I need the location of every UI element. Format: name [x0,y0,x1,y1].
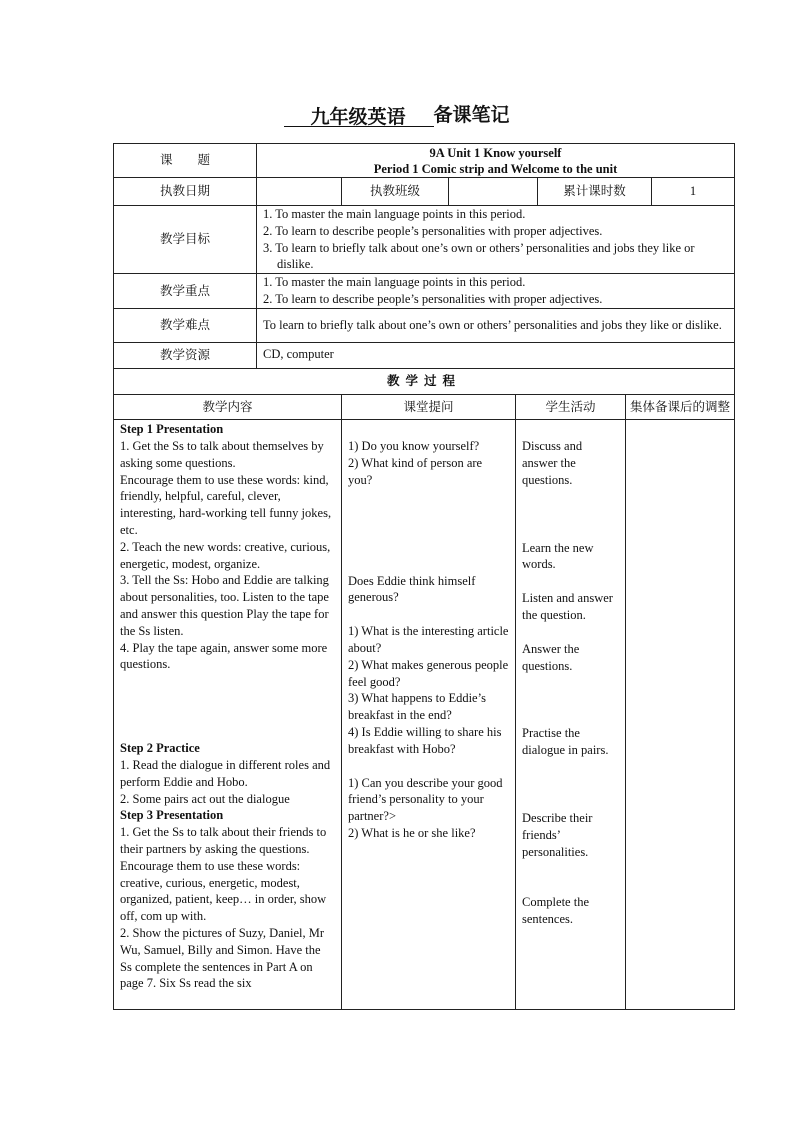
activity-item: Describe their friends’ personalities. [522,810,593,859]
class-value[interactable] [449,178,538,206]
title-blank-2 [406,102,434,127]
question-item: Does Eddie think himself generous? [348,573,476,605]
resources-label: 教学资源 [114,343,257,369]
content-paragraph: 4. Play the tape again, answer some more questions. [120,640,328,672]
content-paragraph: Encourage them to use these words: kind, friendly, helpful, careful, clever, interesting, hard-working tell funny jokes, etc. [120,472,332,537]
step1-title: Step 1 Presentation [120,422,224,437]
title-grade-subject: 九年级英语 [310,102,405,127]
content-paragraph: 2. Show the pictures of Suzy, Daniel, Mr Wu, Samuel, Billy and Simon. Have the Ss complete the sentences in Part A on page 7. Six Ss read the six [120,925,325,991]
date-label: 执教日期 [114,178,257,206]
goals-row [114,206,735,274]
content-paragraph: 1. Get the Ss to talk about their friends to their partners by asking the questions. [120,825,327,856]
content-paragraph: 2. Some pairs act out the dialogue [120,791,290,806]
goals-value [257,206,735,274]
goals-label: 教学目标 [114,206,257,274]
process-body-row [114,420,735,1010]
focus-value [257,274,735,309]
activity-item: Learn the new words. [522,540,594,572]
difficulty-label: 教学难点 [114,309,257,343]
content-paragraph: Encourage them to use these words: creative, curious, energetic, modest, organized, patient, keep… in order, show off, com up with. [120,858,327,924]
goal-item: 2. To learn to describe people’s personalities with proper adjectives. [263,223,603,238]
focus-row [114,274,735,309]
topic-line-2: Period 1 Comic strip and Welcome to the unit [373,161,618,176]
col-activity-header: 学生活动 [516,395,626,420]
content-paragraph: 3. Tell the Ss: Hobo and Eddie are talking about personalities, too. Listen to the tape and answer this question Play the tape for the Ss listen. [120,573,329,638]
focus-item: 1. To master the main language points in this period. [263,275,526,290]
questions-cell [342,420,516,1010]
title-blank-1 [284,102,310,127]
resources-row [114,343,735,369]
activity-item: Answer the questions. [522,641,580,673]
content-paragraph: 1. Get the Ss to talk about themselves by asking some questions. [120,438,324,470]
step2-title: Step 2 Practice [120,741,200,756]
question-item: 1) Can you describe your good friend’s personality to your partner?> [348,775,503,824]
focus-item: 2. To learn to describe people’s personalities with proper adjectives. [263,292,603,307]
content-paragraph: 1. Read the dialogue in different roles and perform Eddie and Hobo. [120,757,331,789]
activity-item: Discuss and answer the questions. [522,439,583,487]
date-value[interactable] [257,178,342,206]
activity-item: Listen and answer the question. [522,591,613,622]
question-item: 4) Is Eddie willing to share his breakfast with Hobo? [348,724,502,756]
page-title [0,100,794,127]
topic-row [114,144,735,178]
lesson-plan-table [113,143,735,1010]
col-content-header: 教学内容 [114,395,342,420]
resources-value: CD, computer [257,343,735,369]
question-item: 2) What makes generous people feel good? [348,657,509,689]
difficulty-value: To learn to briefly talk about one’s own or others’ personalities and jobs they like or dislike. [257,309,735,343]
count-value[interactable]: 1 [652,178,735,206]
count-label: 累计课时数 [538,178,652,206]
activities-cell [516,420,626,1010]
process-heading: 教学过程 [114,369,735,395]
col-adjust-header: 集体备课后的调整 [626,395,735,420]
question-item: 2) What is he or she like? [348,825,476,840]
activity-item: Practise the dialogue in pairs. [522,726,609,758]
title-notes: 备课笔记 [433,104,510,126]
content-paragraph: 2. Teach the new words: creative, curious, energetic, modest, organize. [120,539,331,571]
question-item: 1) What is the interesting article about? [348,624,509,655]
question-item: 3) What happens to Eddie’s breakfast in the end? [348,691,486,723]
activity-item: Complete the sentences. [522,895,589,927]
topic-value [257,144,735,178]
content-cell [114,420,342,1010]
process-columns-row [114,395,735,420]
goal-item: 1. To master the main language points in this period. [263,207,526,221]
process-heading-row [114,369,735,395]
question-item: 1) Do you know yourself? [348,439,480,454]
topic-label: 课 题 [114,144,257,178]
class-label: 执教班级 [342,178,449,206]
goal-item: 3. To learn to briefly talk about one’s own or others’ personalities and jobs they like or dislike. [263,240,695,272]
topic-line-1: 9A Unit 1 Know yourself [429,145,562,160]
step3-title: Step 3 Presentation [120,808,224,823]
difficulty-row [114,309,735,343]
adjustment-cell[interactable] [626,420,735,1010]
question-item: 2) What kind of person are you? [348,455,483,487]
focus-label: 教学重点 [114,274,257,309]
date-row [114,178,735,206]
col-questions-header: 课堂提问 [342,395,516,420]
